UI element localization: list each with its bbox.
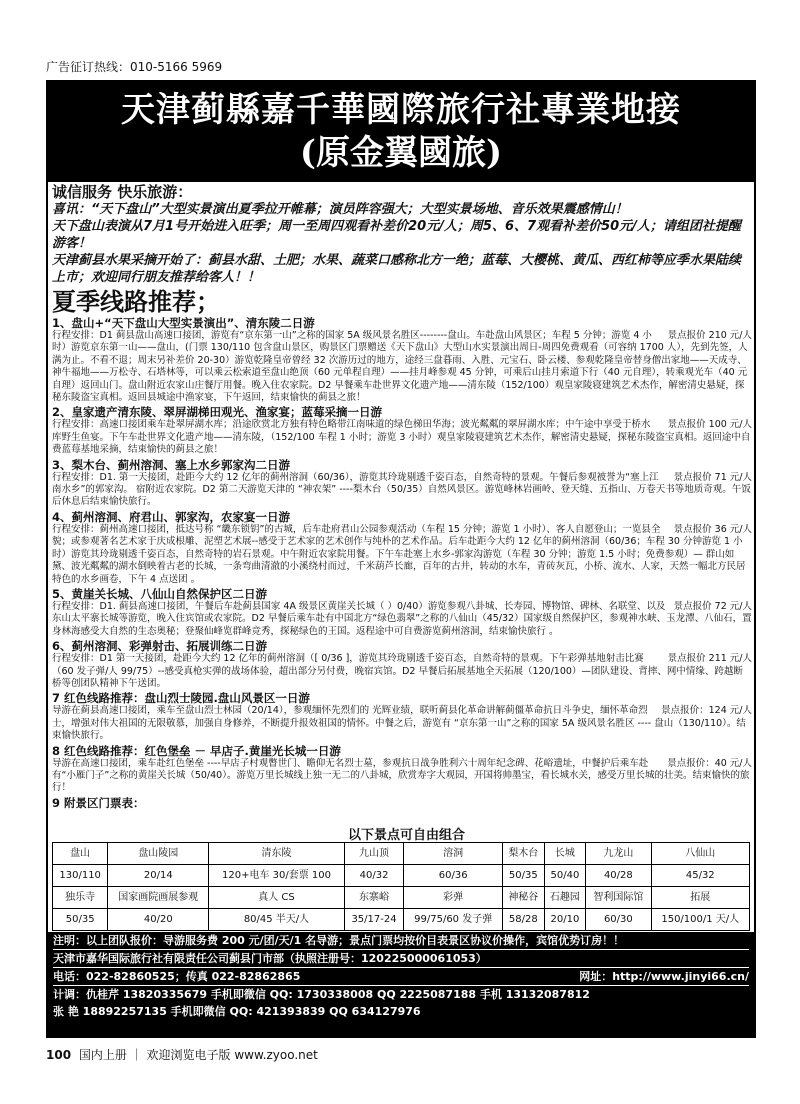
ticket-cell: 梨木台 xyxy=(503,843,545,865)
routes-list xyxy=(52,316,752,810)
route-title: 8 红色线路推荐：红色堡垒 － 早店子.黄崖光长城一日游 xyxy=(52,743,341,758)
route-price: 景点报价：40 元/人 xyxy=(667,757,752,769)
footer-contact-2: 张 艳 18892257135 手机即微信 QQ: 421393839 QQ 634127976 xyxy=(53,1005,421,1018)
page-footer-text: 国内上册 ｜ 欢迎浏览电子版 www.zyoo.net xyxy=(78,1048,318,1062)
ticket-cell: 八仙山 xyxy=(651,843,749,865)
intro-news-2: 天下盘山表演从7月1号开始进入旺季；周一至周四观看补差价20元/人；周5、6、7观看补差价50元/人；请组团社提醒游客！ xyxy=(52,219,741,251)
route-price: 景点报价 36 元/人 xyxy=(673,523,752,535)
route-price: 景点报价 210 元/人 xyxy=(667,330,752,341)
route-item xyxy=(52,510,752,586)
ticket-cell: 120+电车 30/套票 100 xyxy=(209,865,344,887)
intro-news-1: 喜讯：“天下盘山”大型实景演出夏季拉开帷幕；演员阵容强大；大型实景场地、音乐效果震感情山！ xyxy=(52,202,628,217)
ticket-cell: 60/36 xyxy=(404,865,503,887)
route-body: 景点报价：40 元/人 导游在高速口接团，乘车赴红色堡垒 ----早店子村观瞥世门、瞻仰无名烈士墓，参观抗日战争胜利六十周年纪念碑、花峪遗址，中餐护后乘车赴有“小雁门子”之称的黄崖关长城（50/40）。游览万里长城线上独一无二的八卦城，欣赏寿字大观园，开国将帅墨宝，看长城水关，感受万里长城的壮美。结束愉快的旅行！ xyxy=(52,757,752,794)
ticket-price-table xyxy=(52,842,750,931)
route-title: 7 红色线路推荐：盘山烈士陵园.盘山风景区一日游 xyxy=(52,691,310,706)
ticket-cell: 九龙山 xyxy=(586,843,651,865)
ticket-cell: 盘山陵园 xyxy=(108,843,209,865)
route-price: 景点报价 100 元/人 xyxy=(667,419,752,431)
route-item xyxy=(52,316,752,404)
ticket-cell: 彩弹 xyxy=(404,887,503,909)
route-body: 景点报价 100 元/人 行程安排：高速口接团乘车赴翠屏湖水库；沿途欣赏北方独有特色略带江南味道的绿色梯田华海；波光粼粼的翠屏湖水库；中午途中享受于桥水库野生鱼宴。下午车赴世界文化遗产地——清东陵，（152/100 车程 1 小时；游览 3 小时）观皇家陵寝建筑艺术杰作，解密清史悬疑，探秘东陵盗宝真相。返回途中自费蓝莓基地采摘，结束愉快的蓟县之旅！ xyxy=(52,419,752,456)
intro-news-3: 天津蓟县水果采摘开始了：蓟县水甜、土肥；水果、蔬菜口感称北方一绝；蓝莓、大樱桃、黄瓜、西红柿等应季水果陆续上市；欢迎同行朋友推荐给客人！！ xyxy=(52,253,742,285)
route-item xyxy=(52,458,752,509)
banner xyxy=(48,82,754,182)
route-price: 景点报价 72 元/人 xyxy=(673,600,752,612)
route-item xyxy=(52,587,752,638)
intro-section xyxy=(52,184,750,286)
banner-title: 天津蓟縣嘉千華國際旅行社專業地接 xyxy=(121,90,681,130)
page-footer xyxy=(46,1046,318,1063)
ticket-cell: 20/14 xyxy=(108,865,209,887)
ticket-cell: 20/10 xyxy=(544,909,586,931)
route-price: 景点报价 71 元/人 xyxy=(673,471,752,483)
ticket-cell: 45/32 xyxy=(651,865,749,887)
route-title: 5、黄崖关长城、八仙山自然保护区二日游 xyxy=(52,586,267,601)
ticket-cell: 50/40 xyxy=(544,865,586,887)
ticket-cell: 神秘谷 xyxy=(503,887,545,909)
route-price: 景点报价 211 元/人 xyxy=(667,653,752,665)
route-item xyxy=(52,405,752,456)
footer-company: 天津市嘉华国际旅行社有限责任公司蓟县门市部（执照注册号：120225000061053） xyxy=(53,949,749,967)
route-body: 景点报价 71 元/人 行程安排：D1. 第一天接团，赴距今大约 12 亿年的蓟州溶洞（60/36），游览其玲珑剔透千姿百态，自然奇特的景观。午餐后参观被誉为“塞上江南水乡”的郭家沟。 宿附近农家院。D2 第二天游览天津的 “神农架” ----梨木台（50/35）自然风景区。游览峰林岩画岭、登天缝、五指山、万卷天书等地质奇观。午饭后休息后结束愉快旅行。 xyxy=(52,471,752,508)
ticket-price-row xyxy=(53,865,750,887)
ticket-cell: 东寨峪 xyxy=(344,887,404,909)
footer-contact-1: 计调：仇桂芹 13820335679 手机即微信 QQ: 1730338008 QQ 2225087188 手机 13132087812 xyxy=(53,985,749,1003)
ticket-cell: 99/75/60 发子弹 xyxy=(404,909,503,931)
route-title: 3、梨木台、蓟州溶洞、塞上水乡郭家沟二日游 xyxy=(52,457,290,472)
route-body: 景点报价 210 元/人 行程安排：D1 蓟县盘山高速口接团，游览有“京东第一山”之称的国家 5A 级风景名胜区--------盘山。车赴盘山风景区；车程 5 分钟；游览 4 小时）游览京东第一山——盘山，(门票 130/110 包含盘山景区，购景区门票赠送《天下盘山》大型山水实景演出周日-周四免费观看（可容纳 1700 人），先到先签，人满为止。不看不退；周末另补差价 20-30）游览乾隆皇帝曾经 32 次游历过的地方，途经三盘暮雨、入胜、元宝石、卧云楼、参观乾隆皇帝替身僧出家地——天成寺、神牛福地——万松寺、石塔林等，可以乘云松索道至盘山绝顶（60 元单程自理）——挂月峰参观 45 分钟，可乘后山挂月索道下行（40 元自理），转乘观光车（40 元自理）返回山门。盘山附近农家山庄餐厅用餐。晚入住农家院。D2 早餐乘车赴世界文化遗产地——清东陵（152/100）观皇家陵寝建筑艺术杰作，解密清史悬疑，探秘东陵盗宝真相。返回县城途中渔家宴，下午返回，结束愉快的蓟县之旅！ xyxy=(52,330,752,404)
ticket-cell: 40/28 xyxy=(586,865,651,887)
ticket-cell: 石趣园 xyxy=(544,887,586,909)
ticket-cell: 58/28 xyxy=(503,909,545,931)
footer-website[interactable]: 网址：http://www.jinyi66.cn/ xyxy=(579,970,749,983)
ticket-cell: 长城 xyxy=(544,843,586,865)
route-body: 景点报价 36 元/人 行程安排：蓟州高速口接团，抵达号称 “畿东锁钥”的古城，后车赴府君山公园参观活动（车程 15 分钟；游览 1 小时）、客人自愿登山；一览县全貌；或参观著名艺术家于庆成根雕、泥塑艺术展--感受于艺术家的艺术创作与纯朴的艺术作品。后车赴距今大约 12 亿年的蓟州溶洞（60/36；车程 30 分钟游览 1 小时）游览其玲珑剔透千姿百态，自然奇特的岩石景观。中午附近农家院用餐。下午车赴塞上水乡-郭家沟游览（车程 30 分钟；游览 1.5 小时；免费参观）— 群山如黛、波光粼粼的湖水倒映着古老的长城，一条弯曲清澈的小溪绕村而过，千米葫芦长廊，百年的古井，转动的水车，青砖灰瓦，小桥、流水、人家，天然一幅北方民居特色的水乡画卷，下午 4 点送团 。 xyxy=(52,523,752,585)
ticket-cell: 35/17-24 xyxy=(344,909,404,931)
ticket-cell: 拓展 xyxy=(651,887,749,909)
footer-phone-row xyxy=(53,967,749,985)
ticket-name-row xyxy=(53,887,750,909)
ticket-cell: 40/32 xyxy=(344,865,404,887)
ticket-cell: 国家画院画展参观 xyxy=(108,887,209,909)
route-item xyxy=(52,691,752,742)
ticket-cell: 独乐寺 xyxy=(53,887,108,909)
ticket-section-label: 9 附景区门票表： xyxy=(52,795,145,810)
route-body: 景点报价：124 元/人 导游在蓟县高速口接团，乘车至盘山烈士林园（20/14），参观缅怀先烈们的 光辉业绩，联听蓟县化革命讲解蓟僵革命抗日斗争史，缅怀革命烈士，增强对伟大祖国的无限敬慕，加强自身修养，不断提升报效祖国的情怀。中餐之后，游览有 “京东第一山”之称的国家 5A 级风景名胜区 ---- 盘山（130/110）。结束愉快旅行。 xyxy=(52,705,752,742)
route-price: 景点报价：124 元/人 xyxy=(661,705,752,717)
ticket-cell: 盘山 xyxy=(53,843,108,865)
ticket-cell: 真人 CS xyxy=(209,887,344,909)
advertisement-frame xyxy=(46,80,756,1038)
ticket-cell: 智利国际馆 xyxy=(586,887,651,909)
route-item xyxy=(52,639,752,690)
ticket-table-title: 以下景点可自由组合 xyxy=(348,828,466,843)
ticket-cell: 50/35 xyxy=(53,909,108,931)
footer-phone: 电话：022-82860525；传真 022-82862865 xyxy=(53,970,301,983)
route-title: 2、皇家遗产清东陵、翠屏湖梯田观光、渔家宴；蓝莓采摘一日游 xyxy=(52,405,382,420)
ticket-cell: 50/35 xyxy=(503,865,545,887)
route-title: 4、蓟州溶洞、府君山、郭家沟，农家宴一日游 xyxy=(52,509,290,524)
route-item xyxy=(52,744,752,795)
ticket-cell: 40/20 xyxy=(108,909,209,931)
intro-heading: 诚信服务 快乐旅游： xyxy=(52,183,193,201)
ticket-cell: 130/110 xyxy=(53,865,108,887)
ad-hotline: 广告征订热线：010-5166 5969 xyxy=(46,60,223,74)
ticket-cell: 九山顶 xyxy=(344,843,404,865)
route-title: 1、盘山+“天下盘山大型实景演出”、清东陵二日游 xyxy=(52,316,315,330)
summer-routes-heading: 夏季线路推荐； xyxy=(52,288,220,316)
route-body: 景点报价 211 元/人 行程安排：D1 第一天接团，赴距今大约 12 亿年的蓟州溶洞（[ 0/36 ]，游览其玲珑剔透千姿百态，自然奇特的景观。下午彩弹基地射击比赛（60 发子弹/人 99/75）--感受真枪实弹的战场体验，超出部分另付费，晚宿宾馆。D2 早餐后拓展基地全天拓展（120/100）—团队建设、背摔、网中情缘、跨越断桥等创团队精神下午送团。 xyxy=(52,653,752,689)
page-number: 100 xyxy=(46,1048,72,1062)
ticket-name-row xyxy=(53,843,750,865)
ticket-cell: 80/45 半天/人 xyxy=(209,909,344,931)
ticket-cell: 溶洞 xyxy=(404,843,503,865)
footer-note: 注明：以上团队报价：导游服务费 200 元/团/天/1 名导游；景点门票均按价目表景区协议价操作，宾馆优势订房！！ xyxy=(53,934,625,947)
contact-footer xyxy=(48,932,754,1036)
ticket-cell: 60/30 xyxy=(586,909,651,931)
ticket-cell: 清东陵 xyxy=(209,843,344,865)
ticket-price-row xyxy=(53,909,750,931)
route-body: 景点报价 72 元/人 行程安排：D1. 蓟县高速口接团，午餐后车赴蓟县国家 4A 级景区黄崖关长城（ ）0/40）游览参观八卦城、长寿园、博物馆、碑林、名联堂、以及东山太平寨长城等游览，晚入住宾馆或农家院。D2 早餐后乘车赴有中国北方“绿色翡翠”之称的八仙山（45/32）国家级自然保护区，参观神水峡、玉龙潭、八仙石，置身林海感受大自然的生态奥秘；登聚仙峰览群峰竞秀，探秘绿色的王国。返程途中可自费游览蓟州溶洞，结束愉快旅行 。 xyxy=(52,600,752,637)
banner-subtitle: (原金翼國旅) xyxy=(299,133,503,173)
ticket-cell: 150/100/1 天/人 xyxy=(651,909,749,931)
route-title: 6、蓟州溶洞、彩弹射击、拓展训练二日游 xyxy=(52,639,267,654)
